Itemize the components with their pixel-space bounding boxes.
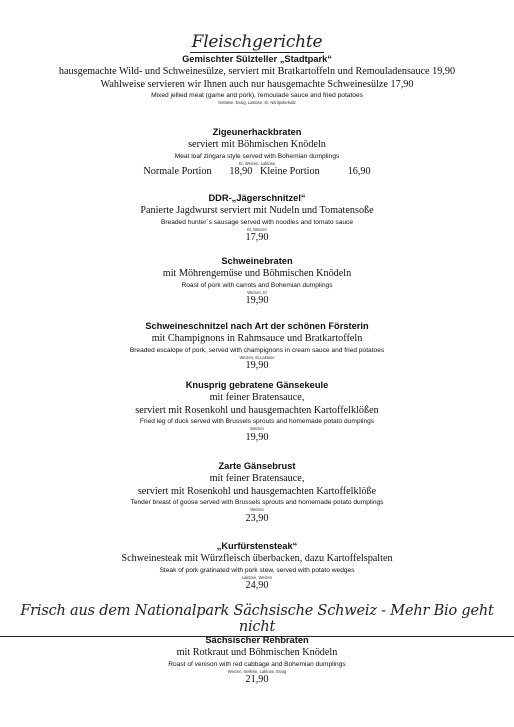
menu-item-rehbraten xyxy=(0,634,514,687)
dish-description: mit feiner Bratensauce, xyxy=(209,392,305,403)
dish-english: Fried leg of duck served with Brussels sprouts and homemade potato dumplings xyxy=(139,418,375,425)
dish-allergens: Ei, Weizen xyxy=(247,226,267,232)
dish-price: 24,90 xyxy=(245,580,269,591)
dish-name: „Kurfürstensteak“ xyxy=(216,541,298,551)
menu-item-gaensebrust xyxy=(0,460,514,525)
portion-prices xyxy=(0,166,514,179)
dish-name: Schweineschnitzel nach Art der schönen Försterin xyxy=(145,321,369,331)
dish-allergens: Weizen xyxy=(250,507,264,512)
dish-price: 23,90 xyxy=(245,512,269,524)
section-title: Fleischgerichte xyxy=(191,32,323,52)
banner-heading: Frisch aus dem Nationalpark Sächsische Schweiz - Mehr Bio geht nicht xyxy=(0,603,514,637)
dish-name: Zigeunerhackbraten xyxy=(212,127,302,137)
dish-description: mit feiner Bratensauce, xyxy=(209,473,305,484)
dish-description-alt: Wahlweise servieren wir Ihnen auch nur hausgemachte Schweinesülze 17,90 xyxy=(100,78,414,90)
menu-item-gaensekeule xyxy=(0,379,514,444)
dish-price: 19,90 xyxy=(245,360,269,371)
dish-english: Steak of pork gratinated with pork stew, served with potato wedges xyxy=(159,566,355,574)
dish-allergens: Gelatine, Essig, Laktose, Ei, Nitritpökelsalz xyxy=(218,100,296,105)
menu-item-schweineschnitzel xyxy=(0,320,514,373)
dish-name: Gemischter Sülzteller „Stadtpark“ xyxy=(182,54,332,64)
dish-english: Tender breast of goose served with Brussels sprouts and homemade potato dumplings xyxy=(130,499,384,506)
dish-description: hausgemachte Wild- und Schweinesülze, serviert mit Bratkartoffeln und Remouladensauce 19,90 xyxy=(58,66,456,77)
menu-item-jaegerschnitzel xyxy=(0,192,514,245)
dish-english: Breaded escalope of pork, served with champignons in cream sauce and fried potatoes xyxy=(129,346,385,354)
dish-allergens: Weizen xyxy=(250,426,264,431)
dish-name: Schweinebraten xyxy=(221,256,293,266)
menu-item-schweinebraten xyxy=(0,255,514,308)
dish-description: mit Champignons in Rahmsauce und Bratkartoffeln xyxy=(151,333,363,344)
dish-description-2: serviert mit Rosenkohl und hausgemachten Kartoffelklößen xyxy=(135,404,379,416)
menu-item-suelzteller xyxy=(0,53,514,106)
dish-english: Roast of venison with red cabbage and Bohemian dumplings xyxy=(168,660,346,668)
dish-description: Panierte Jagdwurst serviert mit Nudeln und Tomatensoße xyxy=(140,205,374,216)
dish-allergens: Laktose, Weizen xyxy=(241,574,273,580)
dish-english: Mixed jellied meat (game and pork), remoulade sauce and fried potatoes xyxy=(151,92,363,99)
dish-price: 19,90 xyxy=(245,431,269,443)
dish-allergens: Weizen, Sellerie, Laktose, Essig xyxy=(227,668,287,674)
dish-price: 21,90 xyxy=(245,674,269,685)
dish-description: Schweinesteak mit Würzfleisch überbacken, dazu Kartoffelspalten xyxy=(121,553,393,564)
dish-english: Roast of pork with carrots and Bohemian dumplings xyxy=(181,281,333,289)
dish-allergens: Ei, Weizen, Laktose xyxy=(238,160,276,166)
dish-name: DDR-„Jägerschnitzel“ xyxy=(208,193,306,203)
dish-allergens: Weizen, Ei,Laktose xyxy=(239,354,275,360)
portion-small-price: 16,90 xyxy=(347,166,371,177)
dish-description: serviert mit Böhmischen Knödeln xyxy=(188,139,326,150)
dish-name: Sächsischer Rehbraten xyxy=(205,635,309,645)
portion-small-label: Kleine Portion xyxy=(259,166,320,177)
dish-name: Knusprig gebratene Gänsekeule xyxy=(185,380,329,390)
dish-description: mit Möhrengemüse und Böhmischen Knödeln xyxy=(162,268,352,279)
dish-price: 17,90 xyxy=(245,232,269,243)
dish-allergens: Weizen, Ei xyxy=(247,289,267,295)
dish-price: 19,90 xyxy=(245,295,269,306)
portion-normal-price: 18,90 xyxy=(229,166,253,177)
portion-normal-label: Normale Portion xyxy=(143,166,212,177)
menu-item-kurfuerstensteak xyxy=(0,540,514,593)
dish-english: Breaded hunter´s sausage served with noodles and tomato sauce xyxy=(160,218,354,226)
menu-item-zigeunerhackbraten xyxy=(0,126,514,179)
dish-description-2: serviert mit Rosenkohl und hausgemachten Kartoffelklöße xyxy=(137,485,377,497)
dish-english: Meat loaf zingara style served with Bohemian dumplings xyxy=(174,152,340,160)
dish-description: mit Rotkraut und Böhmischen Knödeln xyxy=(176,647,338,658)
dish-name: Zarte Gänsebrust xyxy=(218,461,296,471)
